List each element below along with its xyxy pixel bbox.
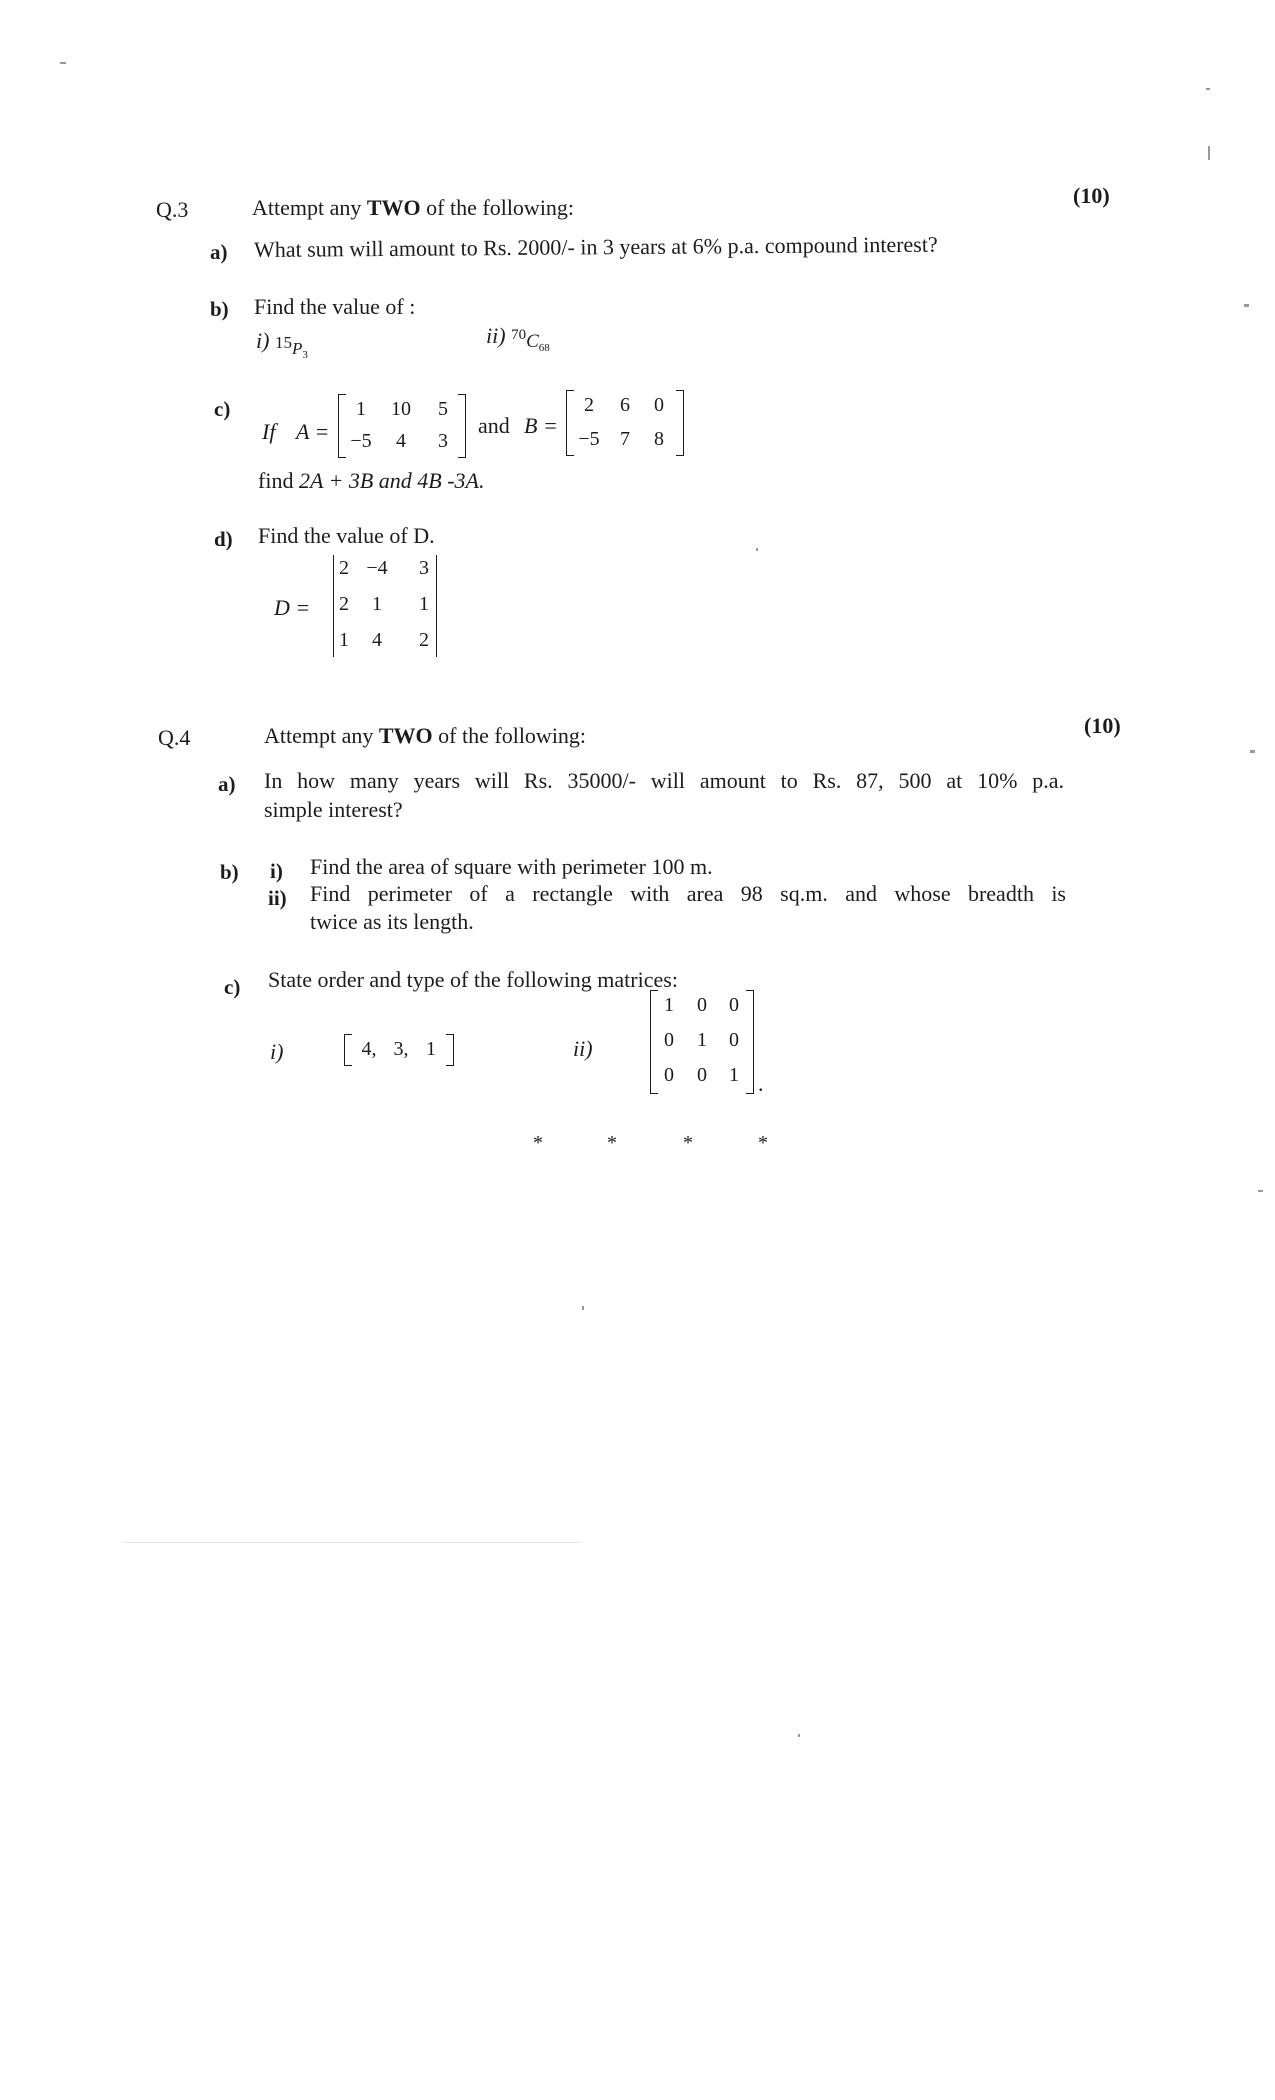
q4-instruction-pre: Attempt any — [264, 723, 374, 748]
identity-matrix-cell: 0 — [697, 994, 707, 1016]
matrix-b-cell: 0 — [654, 394, 664, 416]
matrix-b-cell: 6 — [620, 394, 630, 416]
determinant-cell: 2 — [339, 557, 349, 579]
q4-c-text: State order and type of the following matrices: — [268, 967, 678, 992]
q3-d-label: d) — [214, 527, 233, 551]
matrix-b — [566, 390, 684, 456]
end-mark: * — [758, 1132, 768, 1154]
q3-b-i-sup: 15 — [274, 333, 292, 352]
row-matrix — [344, 1034, 454, 1066]
q4-instruction-bold: TWO — [378, 723, 433, 748]
q3-c-b-eq: B = — [524, 413, 558, 438]
matrix-a-cell: −5 — [350, 430, 372, 452]
q3-number: Q.3 — [156, 197, 189, 222]
identity-matrix-cell: 0 — [664, 1029, 674, 1051]
q4-b-ii-label: ii) — [268, 886, 287, 910]
q4-c-label: c) — [224, 975, 241, 999]
scan-speck — [60, 62, 66, 64]
q3-b-ii-sub: 68 — [538, 342, 550, 354]
q3-b-ii-sup: 70 — [511, 327, 527, 343]
matrix-b-cell: 7 — [620, 428, 630, 450]
q3-b-ii-base: C — [526, 331, 539, 352]
determinant-cell: 1 — [372, 593, 382, 615]
q3-instruction-bold: TWO — [366, 195, 421, 220]
matrix-a-cell: 1 — [356, 398, 366, 420]
scan-speck — [1258, 1190, 1263, 1192]
q3-c-if: If — [262, 419, 276, 444]
q3-b-text: Find the value of : — [254, 294, 416, 319]
q3-marks: (10) — [1073, 183, 1110, 208]
scan-speck — [756, 548, 758, 551]
q3-b-ii — [486, 322, 550, 354]
q3-instruction-post: of the following: — [426, 195, 575, 220]
matrix-b-cell: −5 — [578, 428, 600, 450]
q3-instruction — [252, 195, 574, 221]
q3-c-label: c) — [214, 397, 231, 421]
identity-matrix-cell: 1 — [729, 1064, 739, 1086]
q4-a-line1: In how many years will Rs. 35000/- will amount to Rs. 87, 500 at 10% p.a. — [264, 768, 1064, 793]
determinant-cell: −4 — [366, 557, 388, 579]
matrix-a-cell: 3 — [438, 430, 448, 452]
q4-b-i-label: i) — [270, 859, 283, 883]
matrix-a-cell: 5 — [438, 398, 448, 420]
q4-marks: (10) — [1084, 713, 1121, 738]
identity-matrix — [650, 990, 754, 1094]
q3-b-i-sub: 3 — [302, 349, 308, 361]
q3-c-find-text: find — [258, 468, 294, 493]
scan-speck — [798, 1734, 800, 1737]
q3-b-i — [256, 327, 308, 359]
q3-d-eq: D = — [274, 595, 311, 620]
identity-matrix-cell: 0 — [664, 1064, 674, 1086]
scan-speck — [1208, 146, 1210, 160]
q3-c-and: and — [478, 413, 510, 438]
q4-c-i-label: i) — [270, 1039, 284, 1064]
scan-speck — [1250, 750, 1255, 753]
row-matrix-cell: 1 — [426, 1038, 436, 1060]
scan-streak — [122, 1542, 582, 1543]
scan-speck — [582, 1306, 584, 1310]
identity-matrix-cell: 0 — [697, 1064, 707, 1086]
q4-instruction — [264, 723, 586, 749]
q4-b-i-text: Find the area of square with perimeter 100 m. — [310, 854, 713, 879]
identity-matrix-cell: 0 — [729, 1029, 739, 1051]
determinant-cell: 2 — [419, 629, 429, 651]
scan-speck — [1206, 88, 1210, 90]
q3-d-text: Find the value of D. — [258, 523, 435, 548]
determinant-cell: 2 — [339, 593, 349, 615]
q3-b-i-label: i) — [256, 328, 270, 353]
determinant-cell: 4 — [372, 629, 382, 651]
q4-a-line2: simple interest? — [264, 797, 403, 822]
scan-speck — [1244, 304, 1249, 307]
q3-c-find — [258, 467, 484, 494]
q4-a-label: a) — [218, 772, 236, 796]
determinant-cell: 1 — [419, 593, 429, 615]
q3-instruction-pre: Attempt any — [252, 195, 362, 220]
q4-b-label: b) — [220, 860, 239, 884]
q4-number: Q.4 — [158, 725, 191, 750]
q4-c-ii-label: ii) — [573, 1036, 593, 1061]
end-mark: * — [533, 1132, 543, 1154]
q3-b-i-base: P — [291, 339, 303, 358]
determinant-cell: 3 — [419, 557, 429, 579]
determinant-cell: 1 — [339, 629, 349, 651]
identity-matrix-cell: 1 — [697, 1029, 707, 1051]
matrix-b-cell: 8 — [654, 428, 664, 450]
matrix-a-cell: 4 — [396, 430, 406, 452]
identity-matrix-cell: 0 — [729, 994, 739, 1016]
q4-b-ii-line1: Find perimeter of a rectangle with area 98 sq.m. and whose breadth is — [310, 881, 1066, 906]
identity-trailing-dot: . — [758, 1071, 764, 1096]
end-mark: * — [607, 1132, 617, 1154]
end-mark: * — [683, 1132, 693, 1154]
matrix-a-cell: 10 — [391, 398, 411, 420]
row-matrix-cell: 3, — [393, 1038, 409, 1060]
q3-c-find-expr: 2A + 3B and 4B -3A. — [298, 468, 485, 493]
determinant-d — [333, 555, 437, 657]
q3-a-label: a) — [210, 240, 228, 264]
q3-b-label: b) — [210, 297, 229, 321]
q3-c-a-eq: A = — [296, 419, 330, 444]
identity-matrix-cell: 1 — [664, 994, 674, 1016]
row-matrix-cell: 4, — [361, 1038, 377, 1060]
q4-b-ii-line2: twice as its length. — [310, 909, 474, 934]
q4-instruction-post: of the following: — [438, 723, 587, 748]
matrix-b-cell: 2 — [584, 394, 594, 416]
matrix-a — [338, 394, 466, 458]
q3-a-text: What sum will amount to Rs. 2000/- in 3 years at 6% p.a. compound interest? — [253, 231, 938, 262]
q3-b-ii-label: ii) — [486, 323, 506, 348]
